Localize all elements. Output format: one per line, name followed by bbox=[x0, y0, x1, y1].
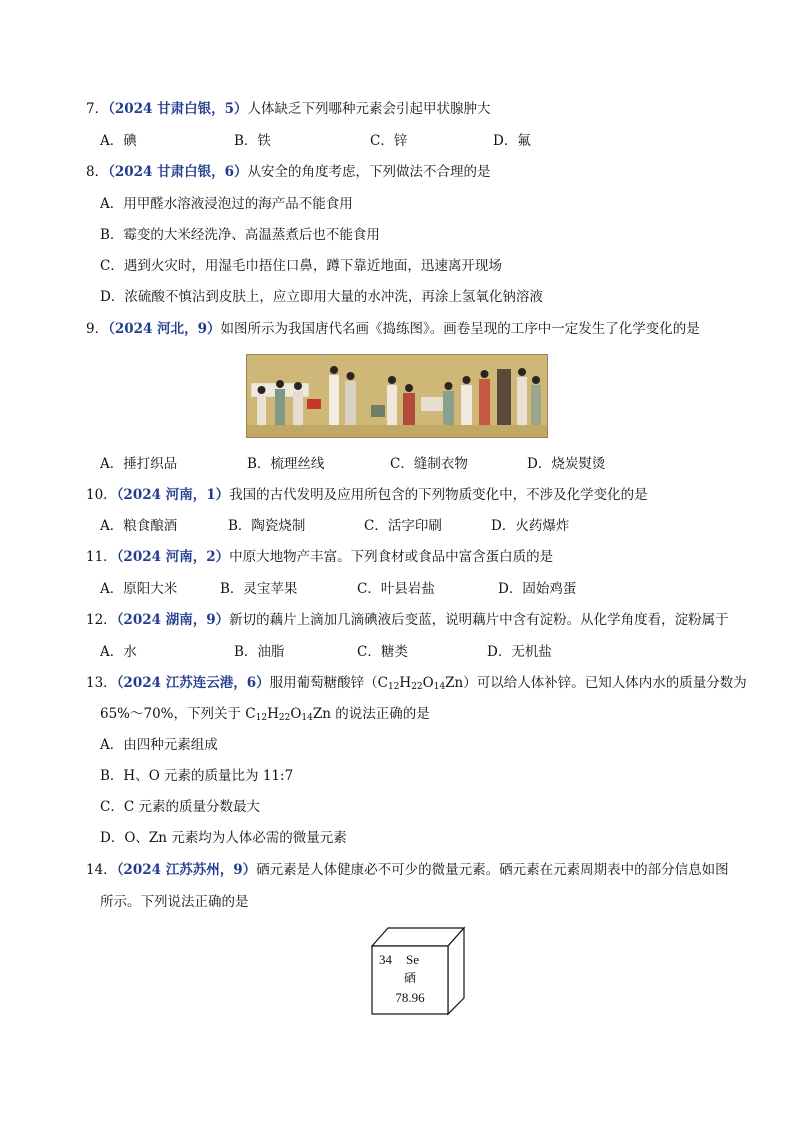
subscript-c: 12 bbox=[387, 682, 400, 692]
element-symbol: Se bbox=[406, 952, 419, 967]
question-number: 8． bbox=[86, 164, 109, 180]
question-number: 12． bbox=[86, 612, 117, 628]
question-text: 从安全的角度考虑，下列做法不合理的是 bbox=[247, 164, 491, 180]
option-a: A．用甲醛水溶液浸泡过的海产品不能食用 bbox=[100, 196, 353, 212]
element-card-cube bbox=[366, 926, 466, 1016]
subscript-o: 14 bbox=[433, 682, 446, 692]
option-b: B．陶瓷烧制 bbox=[228, 518, 306, 534]
formula-zn: Zn bbox=[312, 706, 331, 722]
option-c: C．活字印刷 bbox=[364, 518, 442, 534]
option-d: D．火药爆炸 bbox=[491, 518, 570, 534]
option-d: D．O、Zn 元素均为人体必需的微量元素 bbox=[100, 830, 347, 846]
option-d: D．固始鸡蛋 bbox=[498, 581, 577, 597]
option-d: D．无机盐 bbox=[487, 644, 552, 660]
option-b: B．梳理丝线 bbox=[247, 456, 325, 472]
subscript-h: 22 bbox=[411, 682, 423, 692]
option-c: C．叶县岩盐 bbox=[357, 581, 435, 597]
option-a: A．粮食酿酒 bbox=[100, 518, 178, 534]
question-number: 11． bbox=[86, 549, 117, 565]
question-source: （2024 江苏连云港，6） bbox=[116, 675, 270, 691]
option-c: C．糖类 bbox=[357, 644, 408, 660]
question-source: （2024 甘肃白银，6） bbox=[108, 164, 248, 180]
subscript-h: 22 bbox=[278, 713, 291, 723]
question-7-stem bbox=[86, 100, 491, 118]
question-source: （2024 河南，1） bbox=[116, 487, 230, 503]
option-d: D．烧炭熨烫 bbox=[527, 456, 606, 472]
option-a: A．碘 bbox=[100, 133, 137, 149]
option-c: C．C 元素的质量分数最大 bbox=[100, 799, 260, 815]
option-a: A．水 bbox=[100, 644, 137, 660]
question-source: （2024 河北，9） bbox=[108, 321, 221, 337]
question-13-stem-line2 bbox=[100, 705, 430, 723]
subscript-o: 14 bbox=[301, 713, 313, 723]
question-source: （2024 湖南，9） bbox=[116, 612, 230, 628]
question-source: （2024 江苏苏州，9） bbox=[116, 862, 257, 878]
option-b: B．铁 bbox=[234, 133, 271, 149]
option-a: A．原阳大米 bbox=[100, 581, 178, 597]
question-number: 9． bbox=[86, 321, 109, 337]
question-14-stem-line2: 所示。下列说法正确的是 bbox=[100, 894, 249, 910]
formula-zn: Zn bbox=[445, 675, 464, 691]
question-11-stem bbox=[86, 548, 553, 566]
element-name: 硒 bbox=[403, 971, 417, 985]
option-b: B．灵宝苹果 bbox=[220, 581, 298, 597]
option-d: D．氟 bbox=[493, 133, 531, 149]
question-number: 13． bbox=[86, 675, 117, 691]
question-number: 14． bbox=[86, 862, 117, 878]
subscript-c: 12 bbox=[255, 713, 268, 723]
question-text: 硒元素是人体健康必不可少的微量元素。硒元素在元素周期表中的部分信息如图 bbox=[256, 862, 729, 878]
option-c: C．遇到火灾时，用湿毛巾捂住口鼻，蹲下靠近地面，迅速离开现场 bbox=[100, 258, 502, 274]
formula-h: H bbox=[267, 706, 279, 722]
question-number: 7． bbox=[86, 101, 109, 117]
question-source: （2024 甘肃白银，5） bbox=[108, 101, 248, 117]
option-a: A．由四种元素组成 bbox=[100, 737, 218, 753]
element-mass: 78.96 bbox=[395, 990, 425, 1005]
option-c: C．缝制衣物 bbox=[390, 456, 468, 472]
formula-h: H bbox=[399, 675, 412, 691]
option-a: A．捶打织品 bbox=[100, 456, 178, 472]
question-text: 中原大地物产丰富。下列食材或食品中富含蛋白质的是 bbox=[229, 549, 554, 565]
painting-figures bbox=[247, 355, 548, 438]
question-source: （2024 河南，2） bbox=[116, 549, 230, 565]
option-d: D．浓硫酸不慎沾到皮肤上，应立即用大量的水冲洗，再涂上氢氧化钠溶液 bbox=[100, 289, 543, 305]
option-b: B．霉变的大米经洗净、高温蒸煮后也不能食用 bbox=[100, 227, 380, 243]
question-text: 我国的古代发明及应用所包含的下列物质变化中，不涉及化学变化的是 bbox=[229, 487, 648, 503]
question-10-stem bbox=[86, 486, 648, 504]
question-text: 新切的藕片上滴加几滴碘液后变蓝，说明藕片中含有淀粉。从化学角度看，淀粉属于 bbox=[229, 612, 729, 628]
question-text-end: 的说法正确的是 bbox=[330, 706, 430, 722]
question-number: 10． bbox=[86, 487, 117, 503]
question-14-stem bbox=[86, 861, 729, 879]
formula-o: O bbox=[422, 675, 434, 691]
painting-image bbox=[246, 354, 548, 438]
element-card bbox=[366, 926, 466, 1016]
option-b: B．H、O 元素的质量比为 11:7 bbox=[100, 768, 294, 784]
question-9-stem bbox=[86, 320, 700, 338]
question-8-stem bbox=[86, 163, 491, 181]
question-text: 如图所示为我国唐代名画《捣练图》。画卷呈现的工序中一定发生了化学变化的是 bbox=[220, 321, 700, 337]
question-text-start: 服用葡萄糖酸锌（C bbox=[269, 675, 388, 691]
question-13-stem bbox=[86, 674, 747, 692]
question-text-start: 65%～70%，下列关于 C bbox=[100, 706, 256, 722]
option-b: B．油脂 bbox=[234, 644, 285, 660]
element-number: 34 bbox=[379, 952, 392, 967]
formula-o: O bbox=[290, 706, 302, 722]
question-12-stem bbox=[86, 611, 729, 629]
option-c: C．锌 bbox=[370, 133, 408, 149]
question-text-end: ）可以给人体补锌。已知人体内水的质量分数为 bbox=[463, 675, 747, 691]
question-text: 人体缺乏下列哪种元素会引起甲状腺肿大 bbox=[247, 101, 491, 117]
